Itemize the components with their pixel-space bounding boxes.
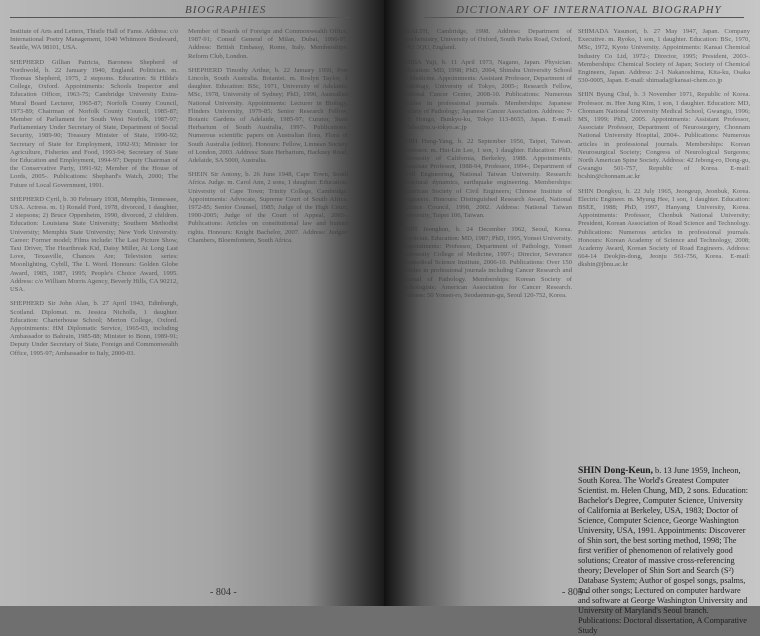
biography-entry: HEALTH, Cambridge, 1998. Address: Department of Biochemistry, University of Oxford, South Parks Road, Oxford, OX1 3QU, England. <box>402 28 572 52</box>
featured-entry-text: b. 13 June 1959, Incheon, South Korea. The World's Greatest Computer Scientist. m. Helen Chung, MD, 2 sons. Education: Bachelor's Degree, Computer Science, University of California at Berkeley, USA, 1983; Doctor of Science, Computer Science, George Washington University, USA, 1991. Appointments: Discoverer of Shin sort, the best sorting method, 1998; The first verifier of phenomenon of relatively good solutions; Creator of massive cross-referencing theory; Developer of Shin Sort and Search (S²) Database System; Author of gospel songs, psalms, and other songs; Lectured on computer hardware and software at George Washington University and University of Maryland's Seoul branch. Publications: Doctoral dissertation, A Comparative Study <box>578 466 749 635</box>
left-header-title: BIOGRAPHIES <box>185 4 267 16</box>
biography-entry: Institute of Arts and Letters, Thistle Hall of Fame. Address: c/o International Poetry Management, 1040 Whitmore Boulevard, Seattle, WA 98101, USA. <box>10 28 178 52</box>
biography-entry: SHEPHERD Cyril, b. 30 February 1938, Memphis, Tennessee, USA. Actress. m. 1) Ronald Ford, 1978, divorced, 1 daughter, 2 stepsons; 2) Bruce Oppenheim, 1990, divorced, 2 children. Education: Louisiana State University; Southern Methodist University; Memphis State University; New York University. Career: Former model; Films include: The Last Picture Show, Taxi Driver, The Heartbreak Kid, Daisy Miller, At Long Last Love, Texasville, Chances Are; Television series: Moonlighting, Cybill, The L Word. Honours: Golden Globe Award, 1985, 1987, 1995; People's Choice Award, 1995. Address: c/o William Morris Agency, Beverly Hills, CA 90212, USA. <box>10 195 178 294</box>
biography-entry: SHEIN Sir Antony, b. 26 June 1948, Cape Town, South Africa. Judge. m. Carol Ann, 2 sons, 1 daughter. Education: University of Cape Town; Trinity College, Cambridge. Appointments: Advocate, Supreme Court of South Africa, 1972-85; Senior Counsel, 1985; Judge of the High Court, 1990-2005; Judge of the Court of Appeal, 2005-. Publications: Articles on constitutional law and human rights. Honours: Knight Bachelor, 2007. Address: Judges' Chambers, Bloemfontein, South Africa. <box>188 171 348 244</box>
biography-entry: SHEPHERD Timothy Arthur, b. 22 January 1950, Port Lincoln, South Australia. Botanist. m. Roslyn Taylor, 1 daughter. Education: BSc, 1971, University of Adelaide; MSc, 1978, University of Sydney; PhD, 1990, Australian National University. Appointments: Lecturer in Biology, Flinders University, 1979-85; Senior Research Fellow, Botanic Gardens of Adelaide, 1985-97; Curator, State Herbarium of South Australia, 1997-. Publications: Numerous scientific papers on Australian flora, Flora of South Australia (editor). Honours: Fellow, Linnean Society of London, 2003. Address: State Herbarium, Hackney Road, Adelaide, SA 5000, Australia. <box>188 66 348 165</box>
left-column-1 <box>10 28 178 570</box>
featured-biography-entry <box>578 466 750 636</box>
right-column-2 <box>578 28 750 460</box>
biography-entry: SHEPHERD Gillian Patricia, Baroness Shepherd of Northwold, b. 22 January 1940, England. Politician. m. Thomas Shepherd, 1975, 2 stepsons. Education: St Hilda's College, Oxford. Appointments: Schools Inspector and Education Officer, 1963-75; Cambridge University Extra-Mural Board Lecturer, 1965-87; Norfolk County Council, 1973-89; Chairman of Norfolk County Council, 1985-87; Member of Parliament for South West Norfolk, 1987-97; Parliamentary Under Secretary of State, Department of Social Security, 1989-90; Treasury Minister of State, 1990-92; Secretary of State for Employment, 1992-93; Minister for Agriculture, Fisheries and Food, 1993-94; Secretary of State for Education and Employment, 1994-97; Deputy Chairman of the Conservative Party, 1991-92; Member of the House of Lords, 2005-. Publications: Shephard's Watch, 2000; The Future of Local Government, 1991. <box>10 58 178 189</box>
right-header-title: DICTIONARY OF INTERNATIONAL BIOGRAPHY <box>456 4 722 16</box>
left-running-header <box>10 4 350 18</box>
right-column-1 <box>402 28 572 570</box>
featured-entry-name: SHIN Dong-Keun, <box>578 466 653 476</box>
right-page-number: - 805 - <box>562 587 589 598</box>
right-running-header <box>424 4 744 18</box>
biography-entry: SHIMADA Yasunori, b. 27 May 1947, Japan. Company Executive. m. Ryoko, 1 son, 1 daughter. Education: BSc, 1970, MSc, 1972, Kyoto University. Appointments: Kansai Chemical Industry Co Ltd, 1972-; Director, 1995; President, 2003-. Memberships: Chemical Society of Japan; Society of Chemical Engineers, Japan. Address: 2-1 Nakanoshima, Kita-ku, Osaka 530-0005, Japan. E-mail: shimada@kansai-chem.co.jp <box>578 28 750 85</box>
left-column-2 <box>188 28 348 570</box>
biography-entry: SHIN Byung Chul, b. 3 November 1971, Republic of Korea. Professor. m. Hee Jung Kim, 1 son, 1 daughter. Education: MD, Chonnam National University Medical School, Gwangju, 1996; MS, 1999; PhD, 2005. Appointments: Assistant Professor, Associate Professor, Department of Neurosurgery, Chonnam National University Hospital, 2004-. Publications: Numerous articles in professional journals. Memberships: Korean Neurosurgical Society; Congress of Neurological Surgeons; North American Spine Society. Address: 42 Jebong-ro, Dong-gu, Gwangju 501-757, Republic of Korea. E-mail: bcshin@chonnam.ac.kr <box>578 91 750 181</box>
biography-entry: SHIH Hung-Yang, b. 22 September 1956, Taipei, Taiwan. Professor. m. Hui-Lin Lee, 1 son, 1 daughter. Education: PhD, University of California, Berkeley, 1988. Appointments: Associate Professor, 1988-94, Professor, 1994-, Department of Civil Engineering, National Taiwan University. Research: Structural dynamics, earthquake engineering. Memberships: American Society of Civil Engineers; Chinese Institute of Engineers. Honours: Distinguished Research Award, National Science Council, 1998, 2002. Address: National Taiwan University, Taipei 106, Taiwan. <box>402 138 572 220</box>
left-page <box>0 0 384 606</box>
biography-entry: SHEPHERD Sir John Alan, b. 27 April 1943, Edinburgh, Scotland. Diplomat. m. Jessica Nicholls, 1 daughter. Education: Charterhouse School; Merton College, Oxford. Appointments: HM Diplomatic Service, 1965-03, including Ambassador to Bahrain, 1985-88; Minister to Bonn, 1989-91; Deputy Under Secretary of State, Foreign and Commonwealth Office, 1995-97; Ambassador to Italy, 2000-03. <box>10 300 178 357</box>
biography-entry: SHIN Dongkyu, b. 22 July 1965, Jeongeup, Jeonbuk, Korea. Electric Engineer. m. Myung Hee, 1 son, 1 daughter. Education: BSEE, 1988; PhD, 1997, Hanyang University, Korea. Appointments: Professor, Chonbuk National University; President, Korean Association of Road Science and Technology. Publications: Numerous articles in professional journals. Honours: Korean Academy of Science and Technology, 2008; Academy Award, Korean Society of Road Engineers. Address: 664-14 Deokjin-dong, Jeonju 561-756, Korea. E-mail: dkshin@jbnu.ac.kr <box>578 187 750 269</box>
left-page-number: - 804 - <box>210 587 237 598</box>
biography-entry: SHIBA Yuji, b. 11 April 1973, Nagano, Japan. Physician. Education: MD, 1998; PhD, 2004, Shinshu University School of Medicine. Appointments: Assistant Professor, Department of Pathology, University of Tokyo, 2005-; Research Fellow, National Cancer Center, 2008-10. Publications: Numerous articles in professional journals. Memberships: Japanese Society of Pathology; Japanese Cancer Association. Address: 7-3-1 Hongo, Bunkyo-ku, Tokyo 113-8655, Japan. E-mail: yshiba@m.u-tokyo.ac.jp <box>402 58 572 132</box>
biography-entry: SHIN Jeonghun, b. 24 December 1962, Seoul, Korea. Physician. Education: MD, 1987; PhD, 1995, Yonsei University. Appointments: Professor, Department of Pathology, Yonsei University College of Medicine, 1997-; Director, Severance Biomedical Science Institute, 2006-10. Publications: Over 150 articles in professional journals including Cancer Research and Journal of Pathology. Memberships: Korean Society of Pathologists; American Association for Cancer Research. Address: 50 Yonsei-ro, Seodaemun-gu, Seoul 120-752, Korea. <box>402 226 572 300</box>
biography-entry: Member of Boards of Foreign and Commonwealth Office, 1987-91; Consul General of Milan, Dubai, 1996-97. Address: British Embassy, Rome, Italy. Memberships: Reform Club, London. <box>188 28 348 60</box>
